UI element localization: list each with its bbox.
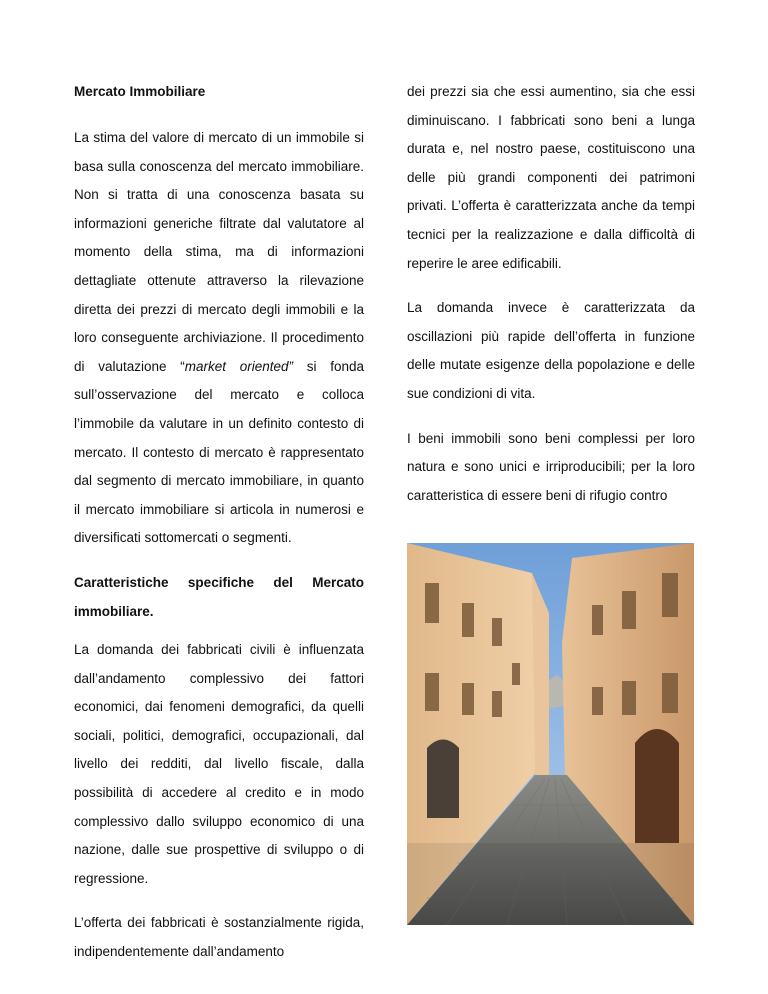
paragraph-market-estimate [74,124,364,553]
section-title: Mercato Immobiliare [74,84,206,99]
subsection-title [74,569,364,626]
right-column [407,78,695,526]
subsection-title-line1: Caratteristiche specifiche del Mercato [74,574,364,590]
paragraph-text: La stima del valore di mercato di un immobile si basa sulla conoscenza del mercato immobiliare. Non si tratta di una conoscenza basata su informazioni generiche filtrate dal valutatore al momento della stima, ma di informazioni dettagliate ottenute attraverso la rilevazione diretta dei prezzi di mercato degli immobili e la loro conseguente archiviazione. Il procedimento di valutazione “ [74,130,364,374]
paragraph-text-cont: si fonda sull’osservazione del mercato e colloca l’immobile da valutare in un definito contesto di mercato. Il contesto di mercato è rappresentato dal segmento di mercato immobiliare, in quanto il mercato immobiliare si articola in numerosi e diversificati sottomercati o segmenti. [74,358,364,546]
paragraph-supply-cont: dei prezzi sia che essi aumentino, sia che essi diminuiscano. I fabbricati sono beni a lunga durata e, nel nostro paese, costituiscono una delle più grandi componenti dei patrimoni privati. L’offerta è caratterizzata anche da tempi tecnici per la realizzazione e dalla difficoltà di reperire le aree edificabili. [407,84,695,271]
italic-term: market oriented” [184,358,294,374]
subsection-title-line2: immobiliare. [74,603,154,619]
paragraph-demand-oscillation: La domanda invece è caratterizzata da oscillazioni più rapide dell’offerta in funzione delle mutate esigenze della popolazione e delle sue condizioni di vita. [407,300,695,401]
paragraph-demand: La domanda dei fabbricati civili è influenzata dall’andamento complessivo dei fattori economici, dai fenomeni demografici, da quelli sociali, politici, demografici, occupazionali, dal livello dei redditi, dal livello fiscale, dalla possibilità di accedere al credito e in modo complessivo dallo sviluppo economico di una nazione, dalle sue prospettive di sviluppo o di regressione. [74,642,364,886]
paragraph-supply: L’offerta dei fabbricati è sostanzialmente rigida, indipendentemente dall’andamento [74,915,364,960]
street-photo [407,543,694,925]
left-column [74,78,364,983]
paragraph-real-estate-goods: I beni immobili sono beni complessi per loro natura e sono unici e irriproducibili; per la loro caratteristica di essere beni di rifugio contro [407,430,695,503]
